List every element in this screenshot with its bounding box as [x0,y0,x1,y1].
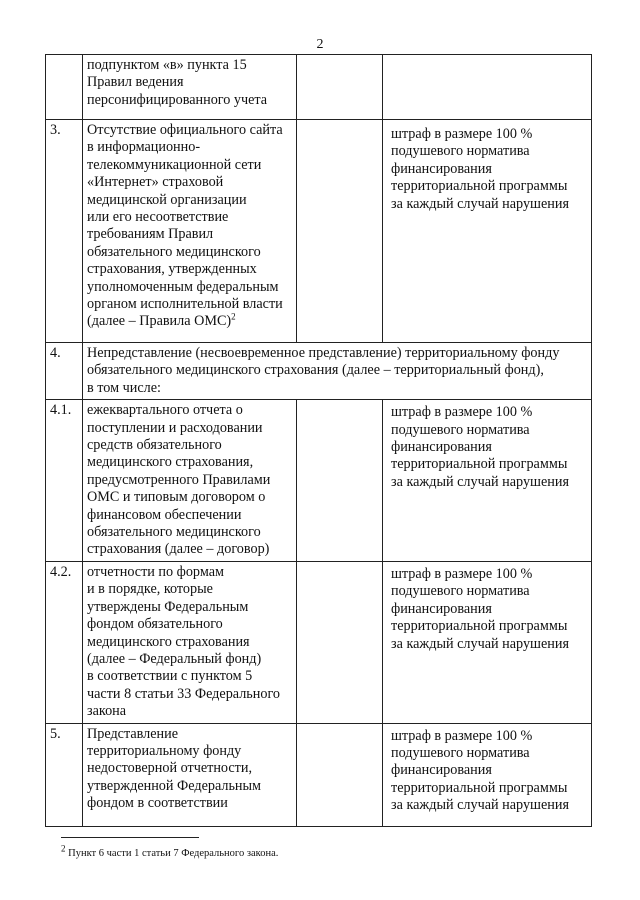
empty-cell [297,561,383,723]
penalty-table [45,54,592,827]
row-number: 3. [46,120,83,343]
table-row [46,343,592,400]
violation-text: ежеквартального отчета о поступлении и расходовании средств обязательного медицинского страхования, предусмотренного Правилами ОМС и типовым договором о финансовом обеспечении обязательного медицинского страхования (далее – договор) [87,402,271,558]
penalty-cell [383,55,592,120]
violation-text: отчетности по формам и в порядке, которые утверждены Федеральным фондом обязательного медицинского страхования (далее – Федеральный фонд) в соответствии с пунктом 5 части 8 статьи 33 Федерального закона [87,563,280,720]
penalty-cell: штраф в размере 100 % подушевого норматива финансирования территориальной программы за каждый случай нарушения [383,400,592,562]
penalty-cell: штраф в размере 100 % подушевого норматива финансирования территориальной программы за каждый случай нарушения [383,120,592,343]
table-row [46,561,592,723]
empty-cell [297,723,383,826]
footnote-marker: 2 [61,843,66,854]
violation-text: Отсутствие официального сайта в информационно- телекоммуникационной сети «Интернет» страховой медицинской организации или его несоответствие требованиям Правил обязательного медицинского страхования, утвержденных уполномоченным федеральным органом исполнительной власти (далее – Правила ОМС) [87,122,283,330]
violation-cell [83,120,297,343]
table-row [46,723,592,826]
footnote-text: Пункт 6 части 1 статьи 7 Федерального закона. [65,848,279,859]
violation-cell [83,561,297,723]
violation-text: подпунктом «в» пункта 15 Правил ведения персонифицированного учета [87,57,268,108]
footnote-separator [61,837,199,838]
table-row [46,55,592,120]
row-number: 4.2. [46,561,83,723]
table-row [46,120,592,343]
penalty-cell: штраф в размере 100 % подушевого норматива финансирования территориальной программы за каждый случай нарушения [383,561,592,723]
page-number: 2 [316,37,324,52]
row-number: 5. [46,723,83,826]
footnote-reference: 2 [231,311,236,322]
row-number: 4.1. [46,400,83,562]
empty-cell [297,55,383,120]
violation-cell [83,55,297,120]
section-heading-text: Непредставление (несвоевременное представление) территориальному фонду обязательного медицинского страхования (далее – территориальный фонд), в том числе: [87,345,560,396]
penalty-cell: штраф в размере 100 % подушевого норматива финансирования территориальной программы за каждый случай нарушения [383,723,592,826]
empty-cell [297,400,383,562]
empty-cell [297,120,383,343]
table-row [46,400,592,562]
footnote [61,843,279,859]
violation-cell [83,400,297,562]
violation-cell [83,723,297,826]
row-number: 4. [46,343,83,400]
violation-text: Представление территориальному фонду недостоверной отчетности, утвержденной Федеральным фондом в соответствии [87,725,262,812]
row-number [46,55,83,120]
section-heading-cell [83,343,592,400]
